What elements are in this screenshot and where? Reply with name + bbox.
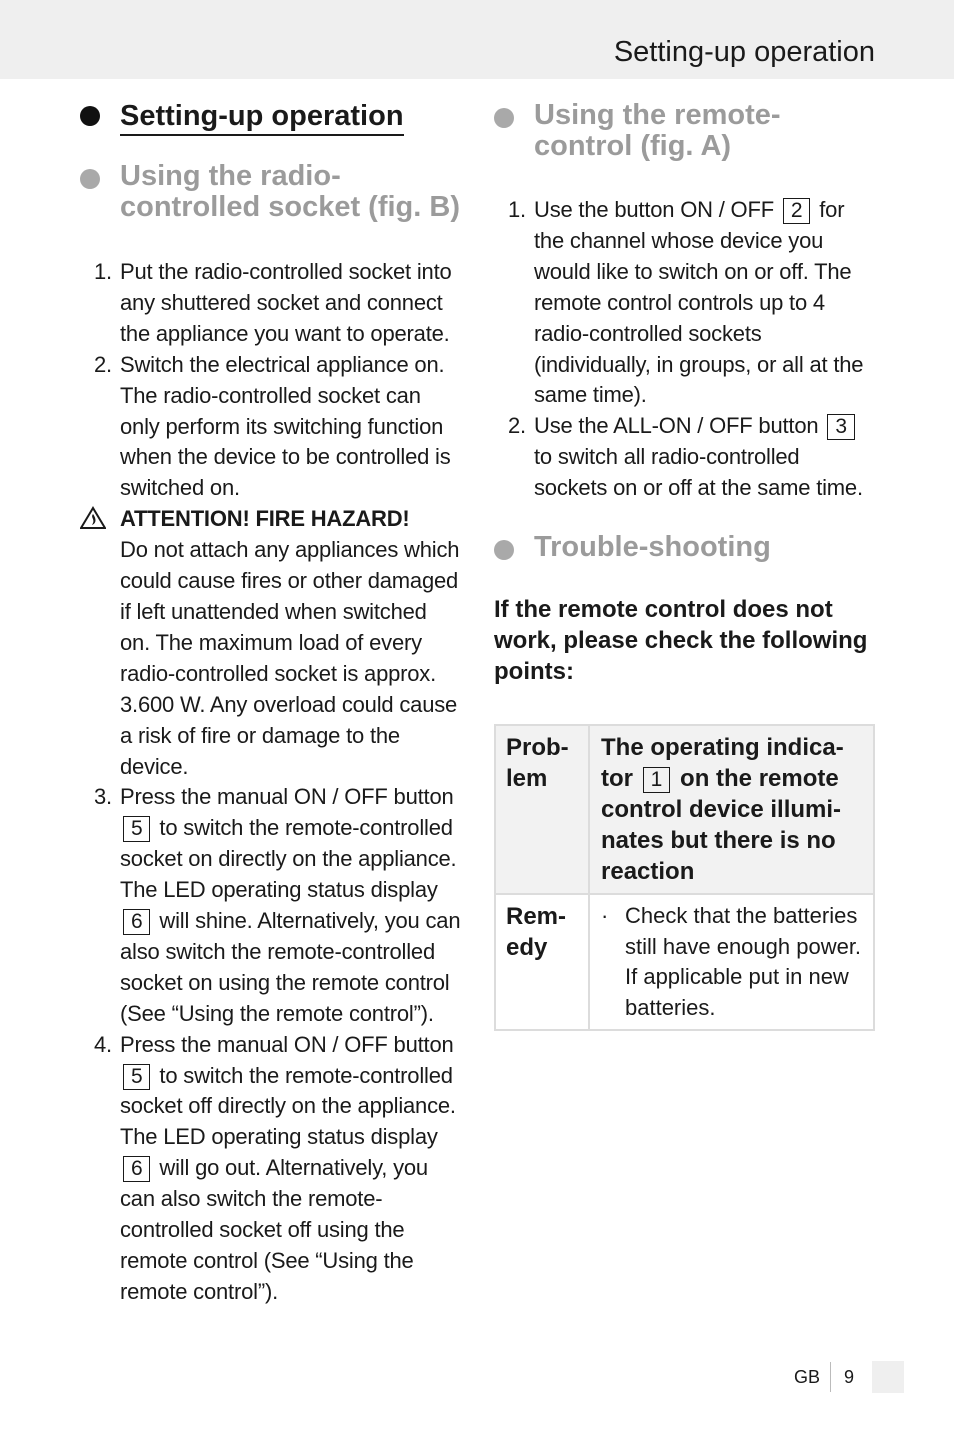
heading-bullet-icon xyxy=(80,106,100,126)
list-item: 2. Switch the electrical appliance on. The radio-controlled socket can only perform its switching function when the device to be controlled is switched on. xyxy=(94,351,451,501)
part-number-box: 6 xyxy=(123,1156,150,1182)
problem-description: The operating indica-tor 1 on the remote control device illumi-nates but there is no reaction xyxy=(589,725,874,894)
subheading-remote-control: Using the remote-control (fig. A) xyxy=(494,100,824,162)
page-number: 9 xyxy=(844,1367,855,1387)
remedy-description xyxy=(589,894,874,1030)
section-heading-setting-up: Setting-up operation xyxy=(80,99,460,136)
heading-bullet-icon xyxy=(494,108,514,128)
list-item: 4. Press the manual ON / OFF button 5 to switch the remote-controlled socket off directly on the appliance. The LED operating status display 6 will go out. Alternatively, you can also switch the remote-controlled socket off using the remote control (See “Using the remote control”). xyxy=(94,1031,456,1304)
list-item: 1. Put the radio-controlled socket into any shuttered socket and connect the appliance you want to operate. xyxy=(94,259,452,346)
heading-bullet-icon xyxy=(494,540,514,560)
warning-title: ATTENTION! FIRE HAZARD! xyxy=(120,506,410,532)
fire-hazard-warning xyxy=(80,504,462,782)
heading-bullet-icon xyxy=(80,169,100,189)
radio-socket-steps xyxy=(80,257,462,1308)
list-item: 3. Press the manual ON / OFF button 5 to switch the remote-controlled socket on directly on the appliance. The LED operating status display 6 will shine. Alternatively, you can also switch the remote-controlled socket on using the remote control (See “Using the remote control”). xyxy=(94,784,461,1026)
footer-divider xyxy=(830,1362,831,1392)
part-number-box: 5 xyxy=(123,816,150,842)
part-number-box: 1 xyxy=(643,767,671,793)
warning-triangle-icon xyxy=(80,506,106,530)
footer-language: GB xyxy=(794,1367,821,1387)
list-item: 1. Use the button ON / OFF 2 for the channel whose device you would like to switch on or off. The remote control controls up to 4 radio-controlled sockets (individually, in groups, or all at the same time). xyxy=(508,197,864,408)
page-header-title: Setting-up operation xyxy=(613,36,875,68)
list-item: 2. Use the ALL-ON / OFF button 3 to switch all radio-controlled sockets on or off at the same time. xyxy=(508,413,863,501)
table-row xyxy=(495,725,874,894)
warning-text: Do not attach any appliances which could cause fires or other damaged if left unattended when switched on. The maximum load of every radio-controlled socket is approx. 3.600 W. Any overload could cause a risk of fire or damage to the device. xyxy=(120,537,460,779)
remedy-label: Rem-edy xyxy=(495,894,589,1030)
subheading-trouble-shooting: Trouble-shooting xyxy=(494,532,876,563)
bullet-dot-icon: · xyxy=(601,903,609,928)
footer-tab-marker xyxy=(872,1361,904,1393)
part-number-box: 3 xyxy=(827,414,854,440)
table-row xyxy=(495,894,874,1030)
list-item: · Check that the batteries still have enough power. If applicable put in new batteries. xyxy=(601,903,862,1020)
part-number-box: 2 xyxy=(783,198,810,224)
troubleshooting-table xyxy=(494,724,875,1031)
remote-control-steps xyxy=(494,195,876,504)
part-number-box: 6 xyxy=(123,909,150,935)
subheading-radio-socket: Using the radio-controlled socket (fig. B) xyxy=(80,161,460,223)
part-number-box: 5 xyxy=(123,1064,150,1090)
problem-label: Prob-lem xyxy=(495,725,589,894)
troubleshooting-intro: If the remote control does not work, please check the following points: xyxy=(494,596,868,685)
